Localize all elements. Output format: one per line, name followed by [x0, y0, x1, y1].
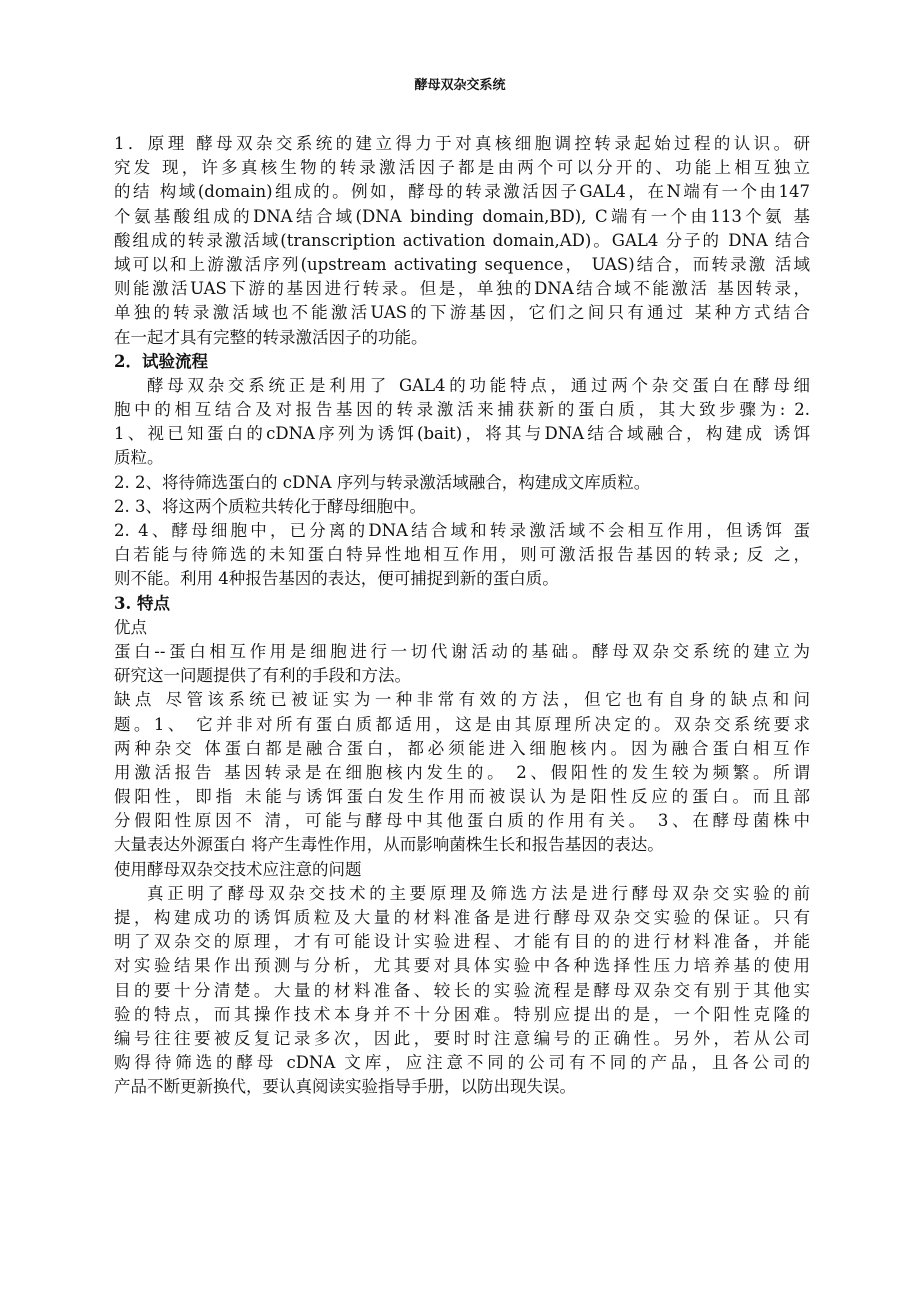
subheading-advantages: 优点 [114, 617, 147, 637]
text-line: 个氨基酸组成的DNA结合域(DNA binding domain,BD), C端有一个由113个氨 基 [114, 206, 810, 226]
text-line: 大量表达外源蛋白 将产生毒性作用，从而影响菌株生长和报告基因的表达。 [114, 835, 664, 855]
text-line: 质粒。 [114, 448, 164, 468]
text-line: 对实验结果作出预测与分析，尤其要对具体实验中各种选择性压力培养基的使用 [114, 956, 810, 976]
subheading-notes: 使用酵母双杂交技术应注意的问题 [114, 859, 362, 879]
text-line: 题。1、 它并非对所有蛋白质都适用，这是由其原理所决定的。双杂交系统要求 [114, 714, 810, 734]
text-line: 在一起才具有完整的转录激活因子的功能。 [114, 327, 428, 347]
text-line: 2. 4、酵母细胞中，已分离的DNA结合域和转录激活域不会相互作用，但诱饵 蛋 [114, 521, 810, 540]
text-line: 研究这一问题提供了有利的手段和方法。 [114, 666, 411, 686]
text-line: 缺点 尽管该系统已被证实为一种非常有效的方法，但它也有自身的缺点和问 [114, 690, 810, 710]
text-line: 1、视已知蛋白的cDNA序列为诱饵(bait)，将其与DNA结合域融合，构建成 诱饵 [114, 424, 810, 444]
text-line: 2. 2、将待筛选蛋白的 cDNA 序列与转录激活域融合，构建成文库质粒。 [114, 472, 651, 492]
text-line: 验的特点，而其操作技术本身并不十分困难。特别应提出的是，一个阳性克隆的 [114, 1004, 810, 1024]
text-line: 真正明了酵母双杂交技术的主要原理及筛选方法是进行酵母双杂交实验的前 [147, 883, 810, 903]
text-line: 两种杂交 体蛋白都是融合蛋白，都必须能进入细胞核内。因为融合蛋白相互作 [114, 738, 810, 758]
text-line: 究发 现，许多真核生物的转录激活因子都是由两个可以分开的、功能上相互独立 [114, 158, 810, 178]
text-line: 则能激活UAS下游的基因进行转录。但是，单独的DNA结合域不能激活 基因转录， [114, 279, 810, 299]
text-line: 酸组成的转录激活域(transcription activation domain,AD)。GAL4 分子的 DNA 结合 [114, 230, 810, 250]
text-line: 酵母双杂交系统正是利用了 GAL4的功能特点，通过两个杂交蛋白在酵母细 [147, 375, 810, 395]
text-line: 蛋白--蛋白相互作用是细胞进行一切代谢活动的基础。酵母双杂交系统的建立为 [114, 641, 810, 661]
text-line: 则不能。利用 4种报告基因的表达，便可捕捉到新的蛋白质。 [114, 569, 559, 589]
text-line: 假阳性，即指 未能与诱饵蛋白发生作用而被误认为是阳性反应的蛋白。而且部 [114, 787, 810, 807]
text-line: 1．原理 酵母双杂交系统的建立得力于对真核细胞调控转录起始过程的认识。研 [114, 134, 810, 153]
text-line: 明了双杂交的原理，才有可能设计实验进程、才能有目的的进行材料准备，并能 [114, 932, 810, 952]
section-heading: 3. 特点 [114, 593, 170, 613]
text-line: 胞中的相互结合及对报告基因的转录激活来捕获新的蛋白质，其大致步骤为: 2. [114, 400, 810, 420]
text-line: 白若能与待筛选的未知蛋白特异性地相互作用，则可激活报告基因的转录; 反 之， [114, 545, 810, 565]
text-line: 域可以和上游激活序列(upstream activating sequence， UAS)结合，而转录激 活域 [114, 254, 810, 274]
text-line: 提，构建成功的诱饵质粒及大量的材料准备是进行酵母双杂交实验的保证。只有 [114, 908, 810, 927]
text-line: 2. 3、将这两个质粒共转化于酵母细胞中。 [114, 496, 426, 516]
section-heading: 2．试验流程 [114, 351, 208, 371]
text-line: 分假阳性原因不 清，可能与酵母中其他蛋白质的作用有关。 3、在酵母菌株中 [114, 811, 810, 831]
text-line: 购得待筛选的酵母 cDNA 文库，应注意不同的公司有不同的产品，且各公司的 [114, 1053, 810, 1073]
text-line: 单独的转录激活域也不能激活UAS的下游基因，它们之间只有通过 某种方式结合 [114, 303, 810, 323]
document-body [114, 132, 810, 1100]
text-line: 的结 构域(domain)组成的。例如，酵母的转录激活因子GAL4，在N端有一个由147 [114, 182, 810, 202]
text-line: 目的要十分清楚。大量的材料准备、较长的实验流程是酵母双杂交有别于其他实 [114, 980, 810, 1000]
document-title: 酵母双杂交系统 [414, 78, 506, 93]
text-line: 编号往往要被反复记录多次，因此，要时时注意编号的正确性。另外，若从公司 [114, 1028, 810, 1048]
text-line: 用激活报告 基因转录是在细胞核内发生的。 2、假阳性的发生较为频繁。所谓 [114, 762, 810, 782]
text-line: 产品不断更新换代，要认真阅读实验指导手册，以防出现失误。 [114, 1077, 576, 1097]
